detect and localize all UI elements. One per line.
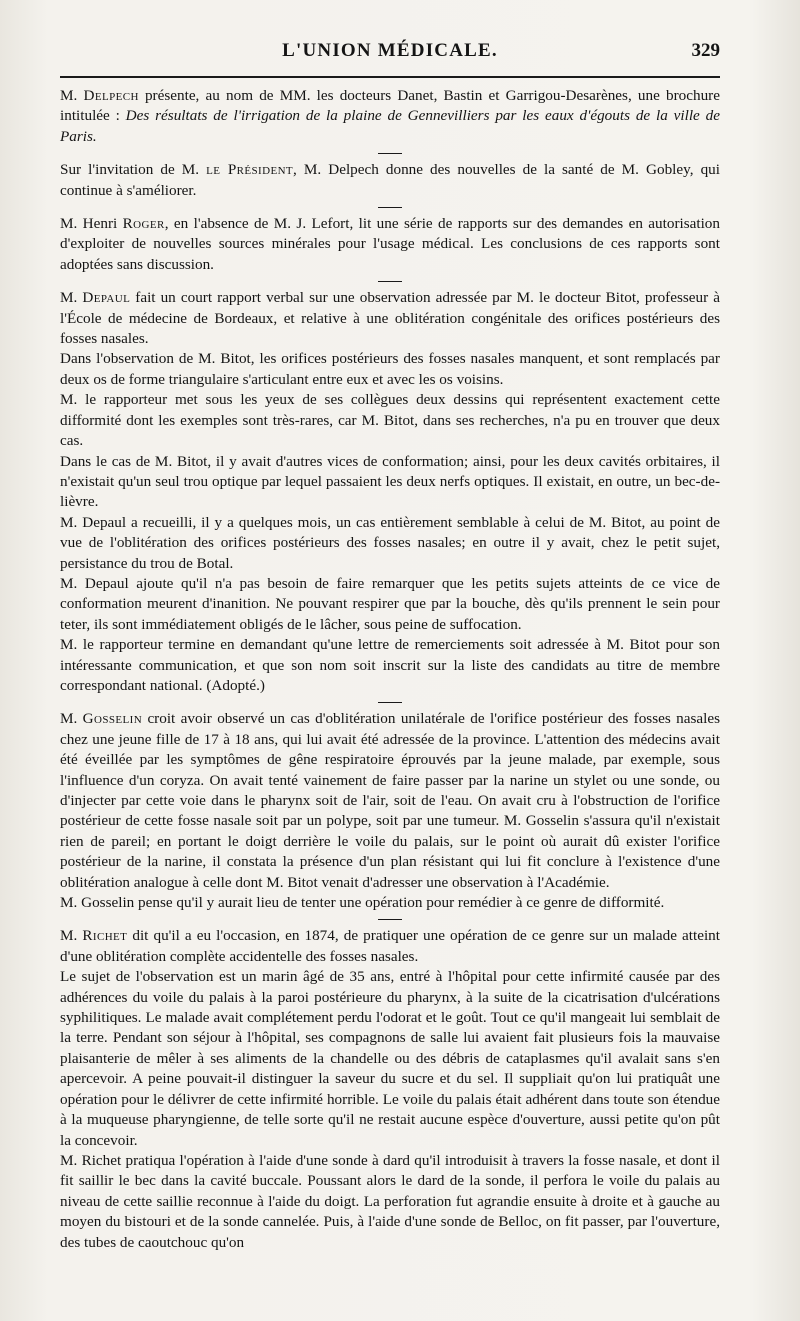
paragraph-text: présente, au nom de MM. les docteurs Danet, Bastin et Garrigou-Desarènes, une brochure intitulée :: [60, 87, 720, 125]
paragraph-p9: [60, 574, 720, 635]
paragraph-p8: [60, 513, 720, 574]
italic-title: Des résultats de l'irrigation de la plaine de Gennevilliers par les eaux d'égouts de la ville de Paris.: [60, 107, 720, 145]
paragraph-p4: [60, 288, 720, 349]
paragraph-p1: [60, 86, 720, 147]
text-column: [60, 86, 720, 1253]
paragraph-text: M. Richet pratiqua l'opération à l'aide d'une sonde à dard qu'il introduisit à travers la fosse nasale, et dont il fit saillir le bec dans la cavité buccale. Poussant alors le dard de la sonde, il perfora le voile du palais au niveau de cette saillie reconnue à l'aide du doigt. La perforation fut agrandie ensuite à droite et à gauche au moyen du bistouri et de la sonde cannelée. Puis, à l'aide d'une sonde de Belloc, on fit passer, par l'ouverture, des tubes de caoutchouc qu'on: [60, 1151, 720, 1251]
paragraph-text: M. Depaul a recueilli, il y a quelques mois, un cas entièrement semblable à celui de M. Bitot, au point de vue de l'oblitération des orifices postérieurs des fosses nasales; en outre il y avait, chez le petit sujet, persistance du trou de Botal.: [60, 513, 720, 572]
section-separator-dash: [378, 702, 402, 703]
paragraph-p11: [60, 709, 720, 893]
paragraph-text: Le sujet de l'observation est un marin âgé de 35 ans, entré à l'hôpital pour cette infirmité causée par des adhérences du voile du palais à la paroi postérieure du pharynx, à la suite de la cicatrisation d'ulcérations syphilitiques. Le malade avait complétement perdu l'odorat et le goût. Tout ce qu'il mangeait lui semblait de la terre. Pendant son séjour à l'hôpital, ses compagnons de salle lui avaient fait plusieurs fois la mauvaise plaisanterie de mêler à ses aliments de la chandelle ou des débris de cataplasmes qu'il avalait sans s'en apercevoir. A peine pouvait-il distinguer la saveur du sucre et du sel. Il suppliait qu'on lui pratiquât une opération pour le délivrer de cette infirmité horrible. Le voile du palais était adhérent dans toute son étendue à la muqueuse pharyngienne, de telle sorte qu'il ne restait aucune espèce d'ouverture, aussi petite qu'on pût la concevoir.: [60, 968, 720, 1149]
paragraph-text: M.: [60, 87, 84, 104]
speaker-name: le Président: [206, 161, 294, 179]
running-head: [60, 40, 720, 70]
paragraph-text: , en l'absence de M. J. Lefort, lit une série de rapports sur des demandes en autorisation d'exploiter de nouvelles sources minérales pour l'usage médical. Les conclusions de ces rapports sont adoptées sans discussion.: [60, 215, 720, 273]
paragraph-text: M. Gosselin pense qu'il y aurait lieu de tenter une opération pour remédier à ce genre de difformité.: [60, 894, 665, 912]
paragraph-p3: [60, 214, 720, 275]
paragraph-p12: [60, 893, 720, 913]
paragraph-text: M. le rapporteur met sous les yeux de ses collègues deux dessins qui représentent exactement cette difformité dont les exemples sont très-rares, car M. Bitot, dans ses recherches, n'a pu en trouver que deux cas.: [60, 391, 720, 450]
paragraph-p5: [60, 349, 720, 390]
section-separator-dash: [378, 153, 402, 154]
paragraph-p7: [60, 452, 720, 513]
speaker-name: Delpech: [83, 87, 139, 104]
paragraph-text: fait un court rapport verbal sur une observation adressée par M. le docteur Bitot, professeur à l'École de médecine de Bordeaux, et relative à une oblitération congénitale des orifices postérieurs des fosses nasales.: [60, 289, 720, 348]
paragraph-p15: [60, 1151, 720, 1253]
paragraph-p2: [60, 160, 720, 201]
section-separator-dash: [378, 207, 402, 208]
speaker-name: Depaul: [82, 289, 131, 307]
paragraph-text: Sur l'invitation de M.: [60, 161, 207, 179]
paragraph-p6: [60, 390, 720, 451]
paragraph-text: M.: [60, 927, 83, 945]
section-separator-dash: [378, 281, 402, 282]
paragraph-text: M. Depaul ajoute qu'il n'a pas besoin de faire remarquer que les petits sujets atteints de ce vice de conformation meurent d'inanition. Ne pouvant respirer que par la bouche, dès qu'ils prennent le sein pour teter, ils sont immédiatement obligés de le lâcher, sous peine de suffocation.: [60, 574, 720, 633]
header-rule: [60, 76, 720, 78]
speaker-name: Richet: [82, 927, 128, 945]
paragraph-text: M. Henri: [60, 215, 123, 233]
paragraph-text: M.: [60, 710, 83, 728]
paragraph-p13: [60, 926, 720, 967]
paragraph-text: Dans le cas de M. Bitot, il y avait d'autres vices de conformation; ainsi, pour les deux cavités orbitaires, il n'existait qu'un seul trou optique par lequel passaient les deux nerfs optiques. Il existait, en outre, un bec-de-lièvre.: [60, 452, 720, 511]
section-separator-dash: [378, 919, 402, 920]
paragraph-p14: [60, 967, 720, 1151]
paragraph-text: M.: [60, 289, 83, 307]
journal-title: L'UNION MÉDICALE.: [282, 40, 498, 61]
paragraph-text: Dans l'observation de M. Bitot, les orifices postérieurs des fosses nasales manquent, et sont remplacés par deux os de forme triangulaire s'articulant entre eux et avec les os voisins.: [60, 350, 720, 388]
page-number: 329: [691, 40, 720, 61]
paragraph-text: , M. Delpech donne des nouvelles de la santé de M. Gobley, qui continue à s'améliorer.: [60, 161, 720, 199]
speaker-name: Gosselin: [82, 710, 143, 728]
paragraph-text: M. le rapporteur termine en demandant qu'une lettre de remerciements soit adressée à M. Bitot pour son intéressante communication, et que son nom soit inscrit sur la liste des candidats au titre de membre correspondant national. (Adopté.): [60, 636, 720, 694]
paragraph-text: croit avoir observé un cas d'oblitération unilatérale de l'orifice postérieur des fosses nasales chez une jeune fille de 17 à 18 ans, qui lui avait été adressée de la province. L'attention des médecins avait été éveillée par les symptômes de gêne respiratoire éprouvés par la jeune malade, par exemple, sous l'influence d'un coryza. On avait tenté vainement de faire passer par la narine un stylet ou une sonde, ou d'injecter par cette voie dans le pharynx soit de l'air, soit de l'eau. On avait cru à l'obstruction de l'orifice postérieur de cette fosse nasale soit par un polype, soit par une tumeur. M. Gosselin s'assura qu'il n'existait rien de pareil; en portant le doigt derrière le voile du palais, sur le point où aurait dû exister l'orifice postérieur de la narine, il constata la présence d'un plan résistant qui lui fit conclure à l'existence d'une oblitération analogue à celle dont M. Bitot venait d'adresser une observation à l'Académie.: [60, 710, 720, 891]
speaker-name: Roger: [122, 215, 165, 233]
paragraph-p10: [60, 635, 720, 696]
paragraph-text: dit qu'il a eu l'occasion, en 1874, de pratiquer une opération de ce genre sur un malade atteint d'une oblitération complète accidentelle des fosses nasales.: [60, 927, 720, 965]
